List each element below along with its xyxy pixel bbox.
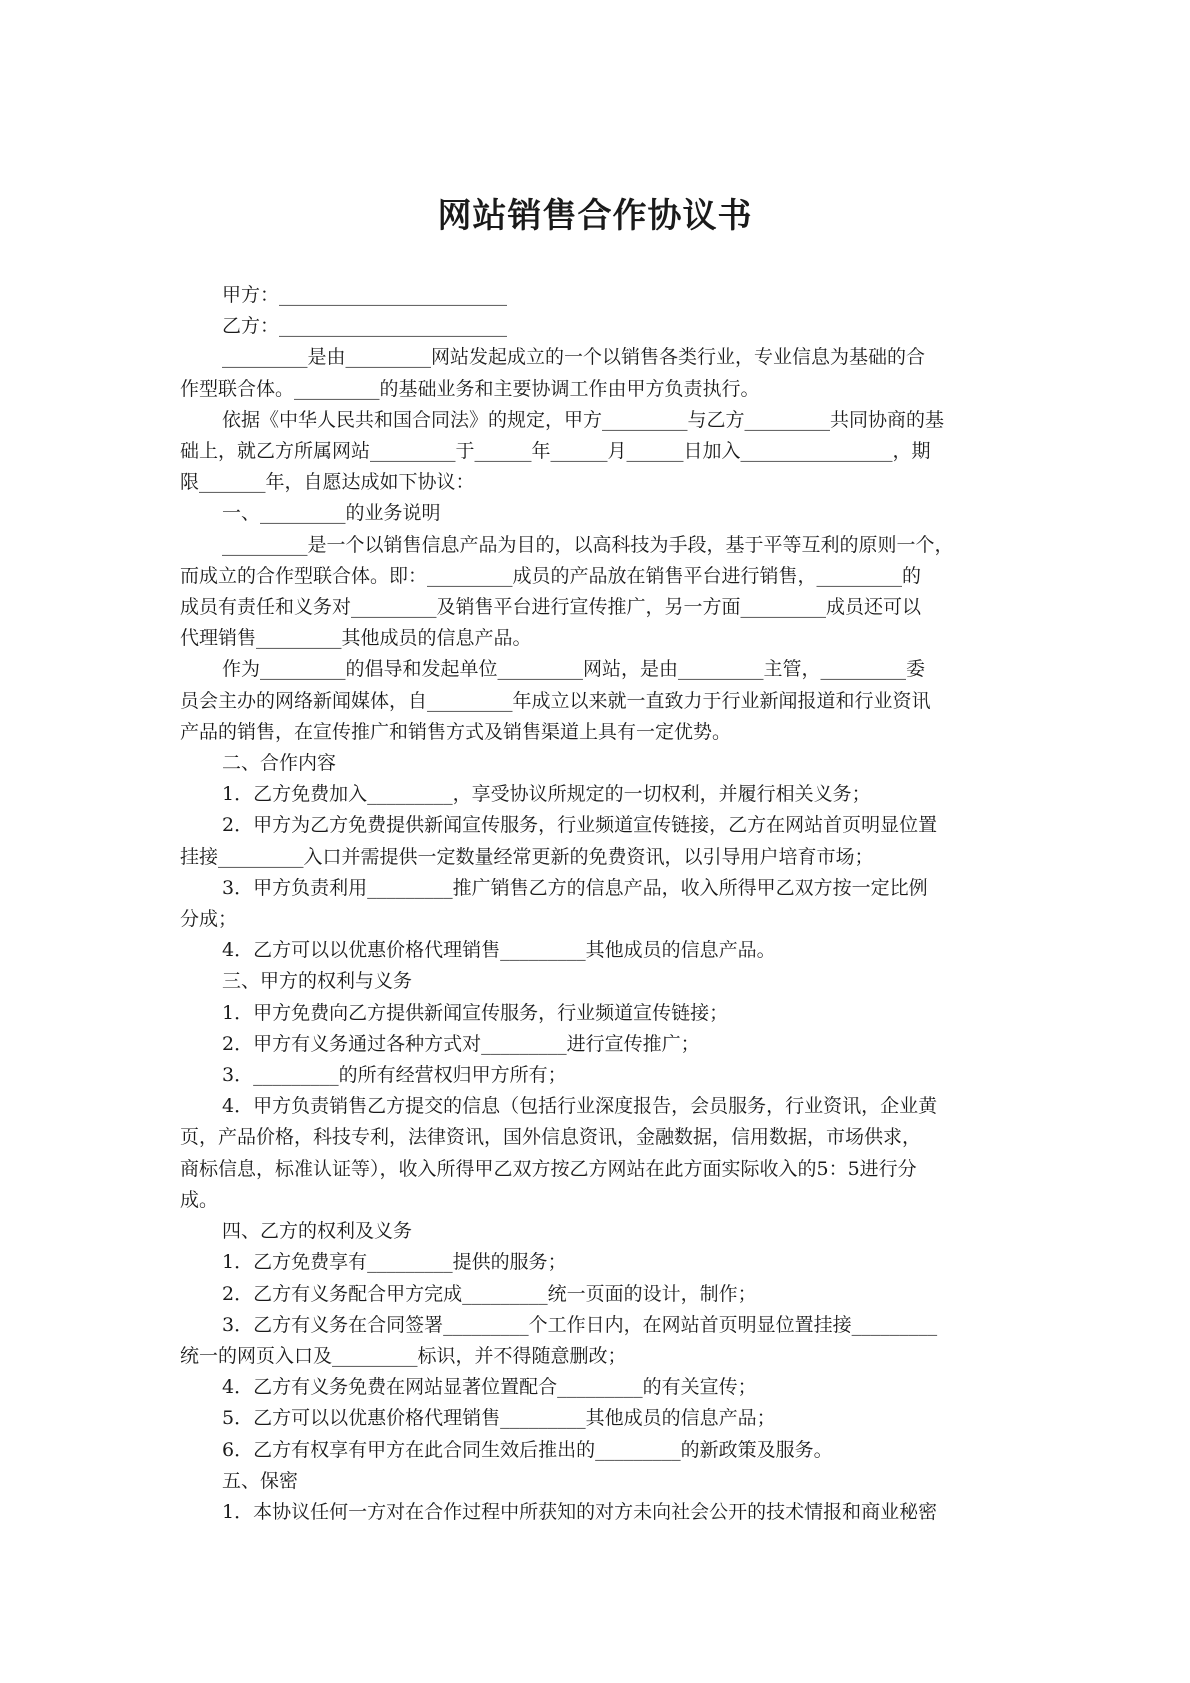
document-line: 一、_________的业务说明 (222, 502, 441, 525)
document-line: 5．乙方可以以优惠价格代理销售_________其他成员的信息产品； (222, 1407, 776, 1430)
document-line: 4．乙方有义务免费在网站显著位置配合_________的有关宣传； (222, 1376, 757, 1399)
document-title: 网站销售合作协议书 (437, 196, 753, 236)
document-line: 1．甲方免费向乙方提供新闻宣传服务，行业频道宣传链接； (222, 1001, 729, 1024)
document-line: 2．甲方有义务通过各种方式对_________进行宣传推广； (222, 1032, 700, 1055)
document-line: 统一的网页入口及_________标识，并不得随意删改； (180, 1344, 627, 1367)
document-line: 分成； (180, 908, 238, 931)
document-line: 而成立的合作型联合体。即：_________成员的产品放在销售平台进行销售，_________的 (180, 564, 922, 587)
document-line: 五、保密 (222, 1469, 299, 1492)
document-line: 商标信息，标准认证等），收入所得甲乙双方按乙方网站在此方面实际收入的5：5进行分 (180, 1157, 917, 1180)
document-line: 成员有责任和义务对_________及销售平台进行宣传推广，另一方面_________成员还可以 (180, 596, 922, 619)
document-line: _________是由_________网站发起成立的一个以销售各类行业，专业信息为基础的合 (222, 346, 926, 369)
document-line: 3．_________的所有经营权归甲方所有； (222, 1064, 567, 1087)
document-line: 作型联合体。_________的基础业务和主要协调工作由甲方负责执行。 (180, 377, 760, 400)
document-line: 员会主办的网络新闻媒体，自_________年成立以来就一直致力于行业新闻报道和行业资讯 (180, 689, 931, 712)
document-line: 3．乙方有义务在合同签署_________个工作日内，在网站首页明显位置挂接_________ (222, 1313, 938, 1336)
document-line: 1．乙方免费加入_________，享受协议所规定的一切权利，并履行相关义务； (222, 783, 871, 806)
document-line: 2．甲方为乙方免费提供新闻宣传服务，行业频道宣传链接，乙方在网站首页明显位置 (222, 814, 938, 837)
document-line: 代理销售_________其他成员的信息产品。 (180, 627, 532, 650)
document-line: 3．甲方负责利用_________推广销售乙方的信息产品，收入所得甲乙双方按一定比例 (222, 876, 928, 899)
document-line: 础上，就乙方所属网站_________于______年______月______日加入________________，期 (180, 440, 931, 463)
document-line: _________是一个以销售信息产品为目的，以高科技为手段，基于平等互利的原则一个， (222, 533, 954, 556)
document-line: 6．乙方有权享有甲方在此合同生效后推出的_________的新政策及服务。 (222, 1438, 833, 1461)
document-line: 二、合作内容 (222, 752, 337, 775)
document-body (180, 280, 1014, 1528)
document-line: 成。 (180, 1188, 219, 1211)
document-line: 1．乙方免费享有_________提供的服务； (222, 1251, 567, 1274)
document-line: 页，产品价格，科技专利，法律资讯，国外信息资讯，金融数据，信用数据，市场供求， (180, 1126, 922, 1149)
document-line: 三、甲方的权利与义务 (222, 970, 413, 993)
document-line: 1．本协议任何一方对在合作过程中所获知的对方未向社会公开的技术情报和商业秘密 (222, 1500, 938, 1523)
document-line: 四、乙方的权利及义务 (222, 1220, 413, 1243)
document-line: 2．乙方有义务配合甲方完成_________统一页面的设计，制作； (222, 1282, 757, 1305)
document-line: 乙方：________________________ (222, 315, 508, 338)
document-line: 挂接_________入口并需提供一定数量经常更新的免费资讯，以引导用户培育市场； (180, 845, 874, 868)
document-line: 甲方：________________________ (222, 284, 508, 306)
document-line: 4．甲方负责销售乙方提交的信息（包括行业深度报告，会员服务，行业资讯，企业黄 (222, 1095, 938, 1118)
document-line: 产品的销售，在宣传推广和销售方式及销售渠道上具有一定优势。 (180, 720, 732, 743)
document-line: 4．乙方可以以优惠价格代理销售_________其他成员的信息产品。 (222, 939, 776, 962)
document-line: 作为_________的倡导和发起单位_________网站，是由_________主管，_________委 (222, 658, 926, 681)
document-line: 依据《中华人民共和国合同法》的规定，甲方_________与乙方_________共同协商的基 (222, 408, 945, 431)
document-line: 限_______年，自愿达成如下协议： (180, 471, 475, 494)
